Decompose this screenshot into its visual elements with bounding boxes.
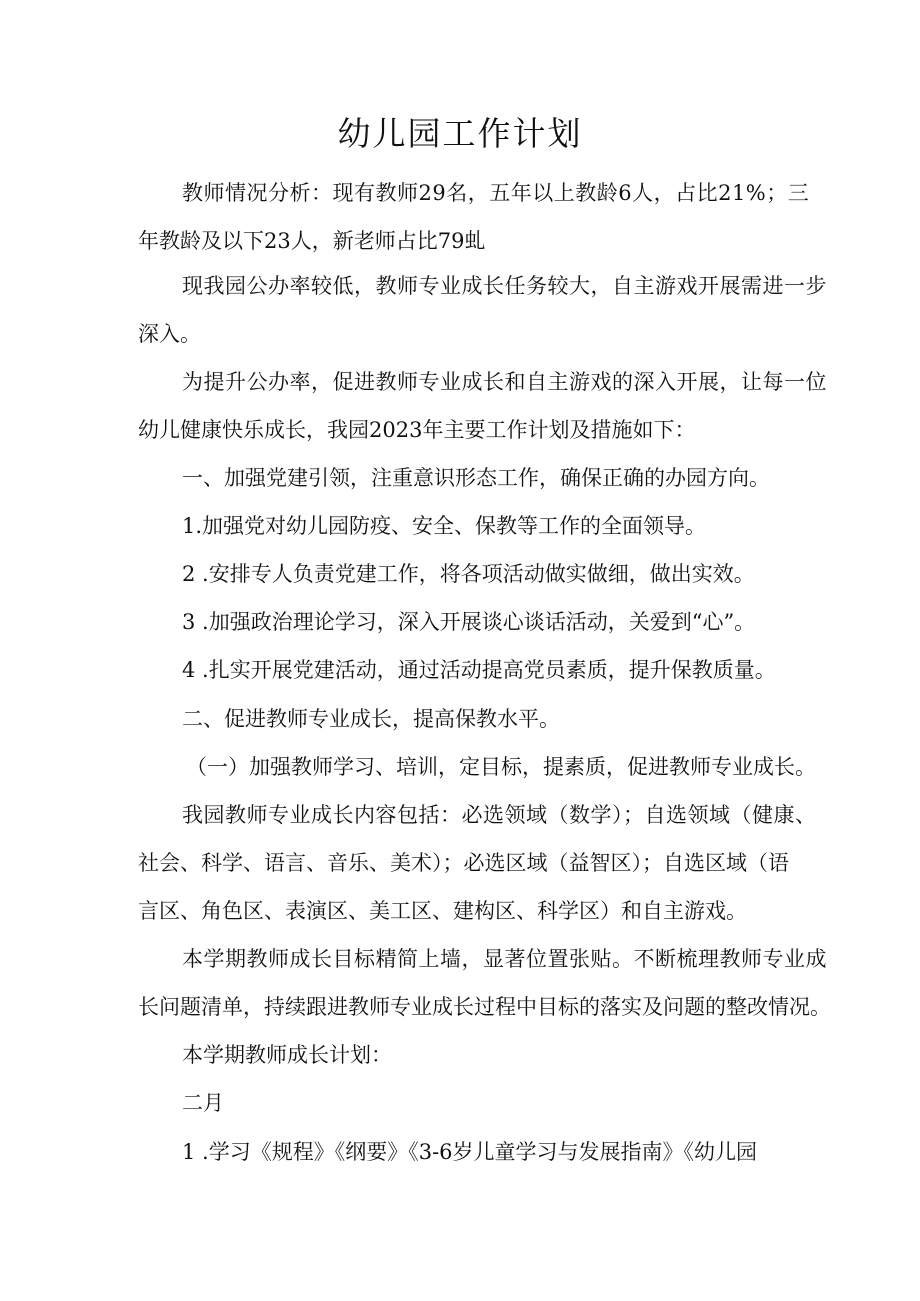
list-item: 1.加强党对幼儿园防疫、安全、保教等工作的全面领导。 — [182, 514, 707, 538]
subsection-heading: （一）加强教师学习、培训，定目标，提素质，促进教师专业成长。 — [186, 755, 816, 779]
list-item: 2 .安排专人负责党建工作，将各项活动做实做细，做出实效。 — [182, 562, 755, 586]
paragraph-line-10: 本学期教师成长目标精简上墙，显著位置张贴。不断梳理教师专业成 — [182, 947, 827, 971]
paragraph-line-11: 长问题清单，持续跟进教师专业成长过程中目标的落实及问题的整改情况。 — [138, 995, 831, 1019]
paragraph-line-9: 言区、角色区、表演区、美工区、建构区、科学区）和自主游戏。 — [138, 899, 747, 923]
paragraph-line-8: 社会、科学、语言、音乐、美术）；必选区域（益智区）；自选区域（语 — [138, 851, 789, 875]
paragraph-line-3: 现我园公办率较低，教师专业成长任务较大，自主游戏开展需进一步 — [182, 274, 827, 298]
section-heading-1: 一、加强党建引领，注重意识形态工作，确保正确的办园方向。 — [182, 466, 770, 490]
month-heading: 二月 — [182, 1091, 224, 1115]
list-item: 3 .加强政治理论学习，深入开展谈心谈话活动，关爱到“心”。 — [182, 610, 756, 634]
list-item: 4 .扎实开展党建活动，通过活动提高党员素质，提升保教质量。 — [182, 658, 776, 682]
paragraph-line-5: 为提升公办率，促进教师专业成长和自主游戏的深入开展，让每一位 — [182, 370, 827, 394]
section-heading-2: 二、促进教师专业成长，提高保教水平。 — [182, 707, 560, 731]
list-item: 1 .学习《规程》《纲要》《3-6岁儿童学习与发展指南》《幼儿园 — [182, 1140, 758, 1164]
document-title: 幼儿园工作计划 — [337, 114, 583, 153]
paragraph-line-4: 深入。 — [138, 322, 201, 346]
paragraph-line-7: 我园教师专业成长内容包括：必选领域（数学）；自选领域（健康、 — [182, 803, 817, 827]
paragraph-line-6: 幼儿健康快乐成长，我园2023年主要工作计划及措施如下： — [138, 418, 696, 442]
paragraph-line-1: 教师情况分析：现有教师29名，五年以上教龄6人，占比21%；三 — [182, 181, 810, 205]
paragraph-line-12: 本学期教师成长计划： — [182, 1043, 392, 1067]
paragraph-line-2: 年教龄及以下23人，新老师占比79虬 — [138, 229, 486, 253]
